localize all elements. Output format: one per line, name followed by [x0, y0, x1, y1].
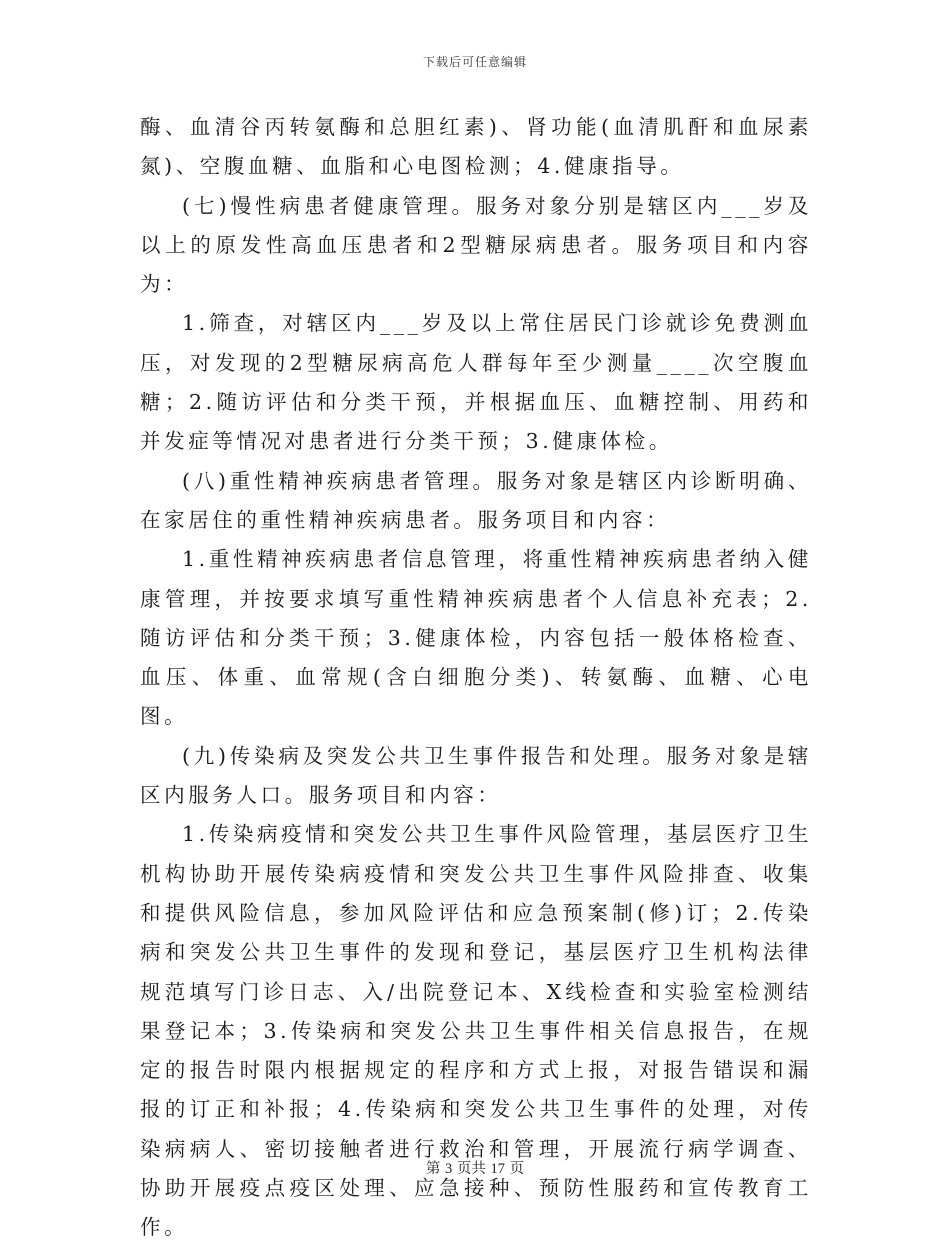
paragraph: (七)慢性病患者健康管理。服务对象分别是辖区内___岁及以上的原发性高血压患者和2型糖尿病患者。服务项目和内容为： [140, 193, 812, 297]
footer-middle: 页共 [456, 1161, 486, 1177]
paragraph: 1.筛查，对辖区内___岁及以上常住居民门诊就诊免费测血压，对发现的2型糖尿病高危人群每年至少测量____次空腹血糖；2.随访评估和分类干预，并根据血压、血糖控制、用药和并发症等情况对患者进行分类干预；3.健康体检。 [140, 311, 812, 454]
paragraph: 酶、血清谷丙转氨酶和总胆红素)、肾功能(血清肌酐和血尿素氮)、空腹血糖、血脂和心电图检测；4.健康指导。 [140, 115, 812, 179]
paragraph: 1.传染病疫情和突发公共卫生事件风险管理，基层医疗卫生机构协助开展传染病疫情和突发公共卫生事件风险排查、收集和提供风险信息，参加风险评估和应急预案制(修)订；2.传染病和突发公共卫生事件的发现和登记，基层医疗卫生机构法律规范填写门诊日志、入/出院登记本、X线检查和实验室检测结果登记本；3.传染病和突发公共卫生事件相关信息报告，在规定的报告时限内根据规定的程序和方式上报，对报告错误和漏报的订正和补报；4.传染病和突发公共卫生事件的处理，对传染病病人、密切接触者进行救治和管理，开展流行病学调查、协助开展疫点疫区处理、应急接种、预防性服药和宣传教育工作。 [140, 822, 812, 1240]
page-header: 下载后可任意编辑 [422, 55, 527, 69]
page-footer [0, 1157, 950, 1178]
paragraph: (九)传染病及突发公共卫生事件报告和处理。服务对象是辖区内服务人口。服务项目和内容： [140, 743, 812, 808]
paragraph: (八)重性精神疾病患者管理。服务对象是辖区内诊断明确、在家居住的重性精神疾病患者。服务项目和内容： [140, 468, 812, 532]
footer-suffix: 页 [509, 1161, 525, 1177]
footer-prefix: 第 [425, 1161, 441, 1177]
total-pages: 17 [490, 1161, 505, 1177]
paragraph: 1.重性精神疾病患者信息管理，将重性精神疾病患者纳入健康管理，并按要求填写重性精神疾病患者个人信息补充表；2.随访评估和分类干预；3.健康体检，内容包括一般体格检查、血压、体重、血常规(含白细胞分类)、转氨酶、血糖、心电图。 [140, 547, 812, 729]
page-number: 3 [445, 1161, 453, 1177]
document-body [140, 108, 812, 1248]
